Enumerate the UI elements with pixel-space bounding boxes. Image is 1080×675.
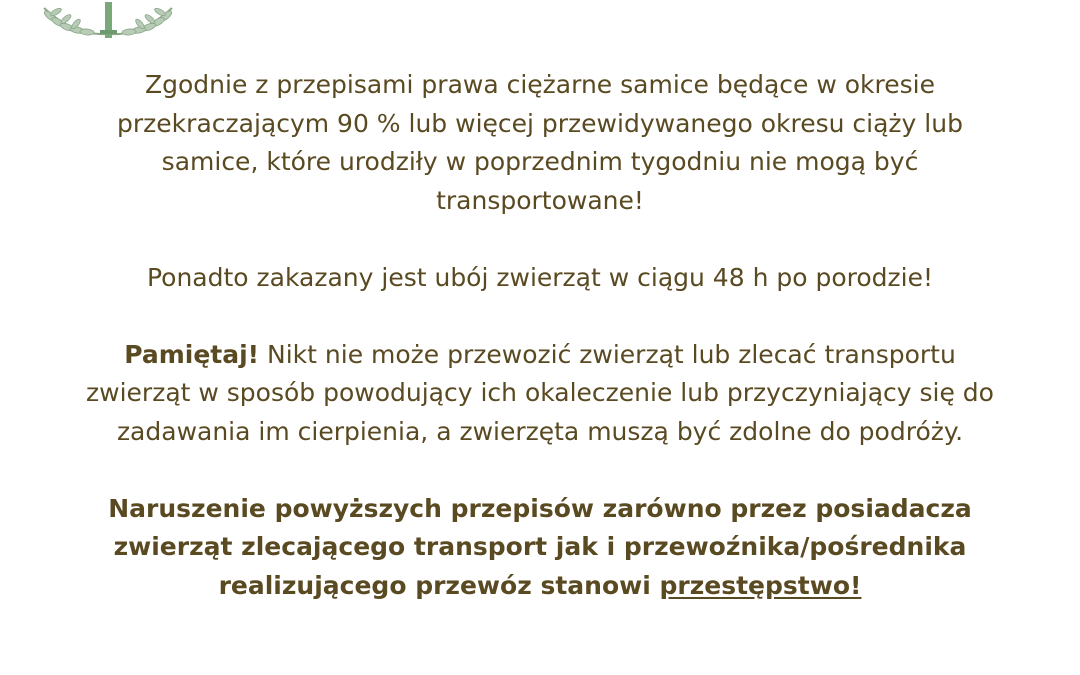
text-line: przekraczającym 90 % lub więcej przewidywanego okresu ciąży lub <box>117 108 963 138</box>
remember-label: Pamiętaj! <box>124 339 260 369</box>
emblem-logo <box>14 0 202 38</box>
text-line: zadawania im cierpienia, a zwierzęta muszą być zdolne do podróży. <box>116 416 964 446</box>
text-line: Ponadto zakazany jest ubój zwierząt w ciągu 48 h po porodzie! <box>146 262 933 292</box>
laurel-wreath-icon <box>14 0 202 38</box>
paragraph-remember <box>0 336 1080 452</box>
main-text <box>0 66 1080 605</box>
text-line: zwierząt w sposób powodujący ich okaleczenie lub przyczyniający się do <box>86 378 994 407</box>
text-line: Naruszenie powyższych przepisów zarówno przez posiadacza <box>108 493 972 523</box>
paragraph-pregnancy-rule <box>0 66 1080 220</box>
crime-word: przestępstwo! <box>659 570 862 600</box>
text-line: realizującego przewóz stanowi <box>218 570 660 600</box>
text-line: transportowane! <box>436 185 644 215</box>
paragraph-slaughter-ban <box>0 259 1080 298</box>
text-line: samice, które urodziły w poprzednim tygodniu nie mogą być <box>161 147 919 176</box>
text-line: Zgodnie z przepisami prawa ciężarne samice będące w okresie <box>145 70 935 99</box>
paragraph-violation <box>0 490 1080 606</box>
text-line: Nikt nie może przewozić zwierząt lub zlecać transportu <box>259 339 956 369</box>
text-line: zwierząt zlecającego transport jak i przewoźnika/pośrednika <box>113 532 967 561</box>
